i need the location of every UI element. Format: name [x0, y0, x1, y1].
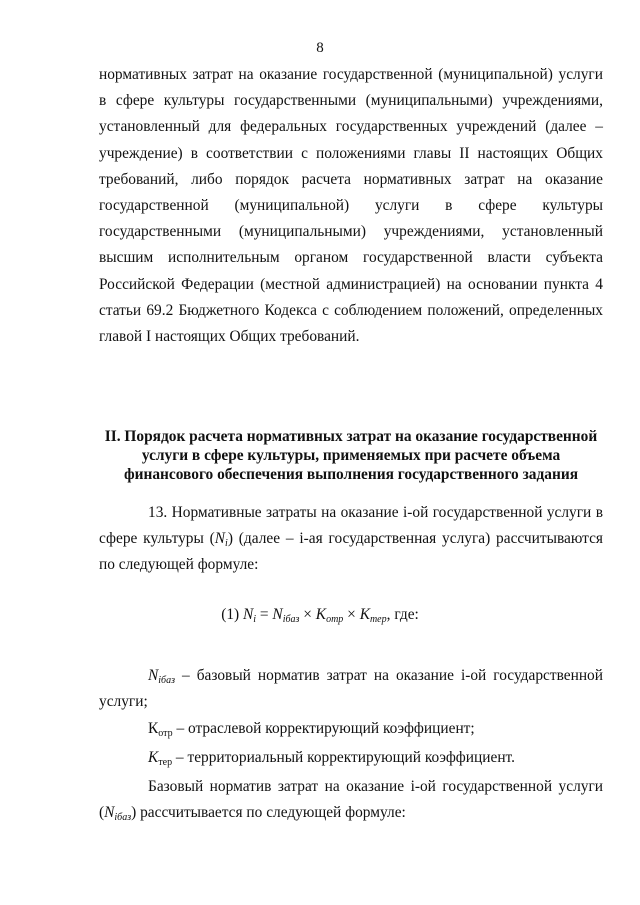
- formula-1: [0, 606, 640, 624]
- section-title: II. Порядок расчета нормативных затрат на оказание государственной услуги в сфере культуры, применяемых при расчете объема финансового обеспечения выполнения государственного задания: [104, 428, 598, 483]
- formula-k2-sub: тер: [369, 614, 387, 625]
- formula-n-sub: i: [253, 614, 257, 625]
- definition-base-sub: iбаз: [158, 675, 175, 686]
- definition-sector-symbol: К: [148, 720, 159, 737]
- formula-k2: K: [359, 606, 370, 623]
- formula-k1-sub: отр: [326, 614, 344, 625]
- definition-sector-coef: [99, 716, 603, 742]
- closing-text-before: Базовый норматив затрат на оказание i-ой государственной услуги (: [99, 778, 603, 822]
- definition-territorial-text: – территориальный корректирующий коэффициент.: [172, 749, 515, 766]
- closing-paragraph: [99, 774, 603, 826]
- formula-base: N: [272, 606, 283, 623]
- closing-symbol: N: [104, 804, 115, 822]
- formula-base-sub: iбаз: [282, 614, 300, 625]
- definition-sector-text: – отраслевой корректирующий коэффициент;: [172, 720, 475, 737]
- definition-base-norm: [99, 663, 603, 715]
- formula-times-1: ×: [299, 606, 316, 623]
- definition-territorial-coef: [99, 745, 603, 771]
- page-number: 8: [316, 40, 324, 56]
- definition-base-text: – базовый норматив затрат на оказание i-ой государственной услуги;: [99, 667, 603, 711]
- formula-k1: K: [315, 606, 327, 623]
- item-13-symbol: N: [214, 530, 226, 548]
- closing-symbol-sub: iбаз: [114, 812, 132, 824]
- formula-eq: =: [256, 606, 273, 623]
- intro-paragraph: нормативных затрат на оказание государственной (муниципальной) услуги в сфере культуры государственными (муниципальными) учреждениями, установленный для федеральных государственных учреждений (далее – учреждение) в соответствии с положениями главы II настоящих Общих требований, либо порядок расчета нормативных затрат на оказание государственной (муниципальной) услуги в сфере культуры государственными (муниципальными) учреждениями, установленный высшим исполнительным органом государственной власти субъекта Российской Федерации (местной администрацией) на основании пункта 4 статьи 69.2 Бюджетного Кодекса с соблюдением положений, определенных главой I настоящих Общих требований.: [99, 66, 603, 346]
- item-13-text-after: ) (далее – i-ая государственная услуга) рассчитываются по следующей формуле:: [99, 530, 603, 574]
- item-13-text-before: 13. Нормативные затраты на оказание i-ой государственной услуги в сфере культуры (: [99, 504, 603, 548]
- item-13-paragraph: [99, 500, 603, 579]
- definition-territorial-symbol: K: [148, 749, 159, 766]
- definition-territorial-sub: тер: [158, 757, 173, 768]
- definition-sector-sub: отр: [158, 728, 173, 739]
- formula-tail: , где:: [386, 606, 419, 623]
- formula-n: N: [242, 606, 254, 623]
- definition-base-symbol: N: [148, 667, 159, 684]
- closing-text-after: ) рассчитывается по следующей формуле:: [131, 804, 406, 822]
- formula-label: (1): [221, 606, 243, 623]
- formula-times-2: ×: [343, 606, 360, 623]
- item-13-symbol-sub: i: [225, 538, 228, 550]
